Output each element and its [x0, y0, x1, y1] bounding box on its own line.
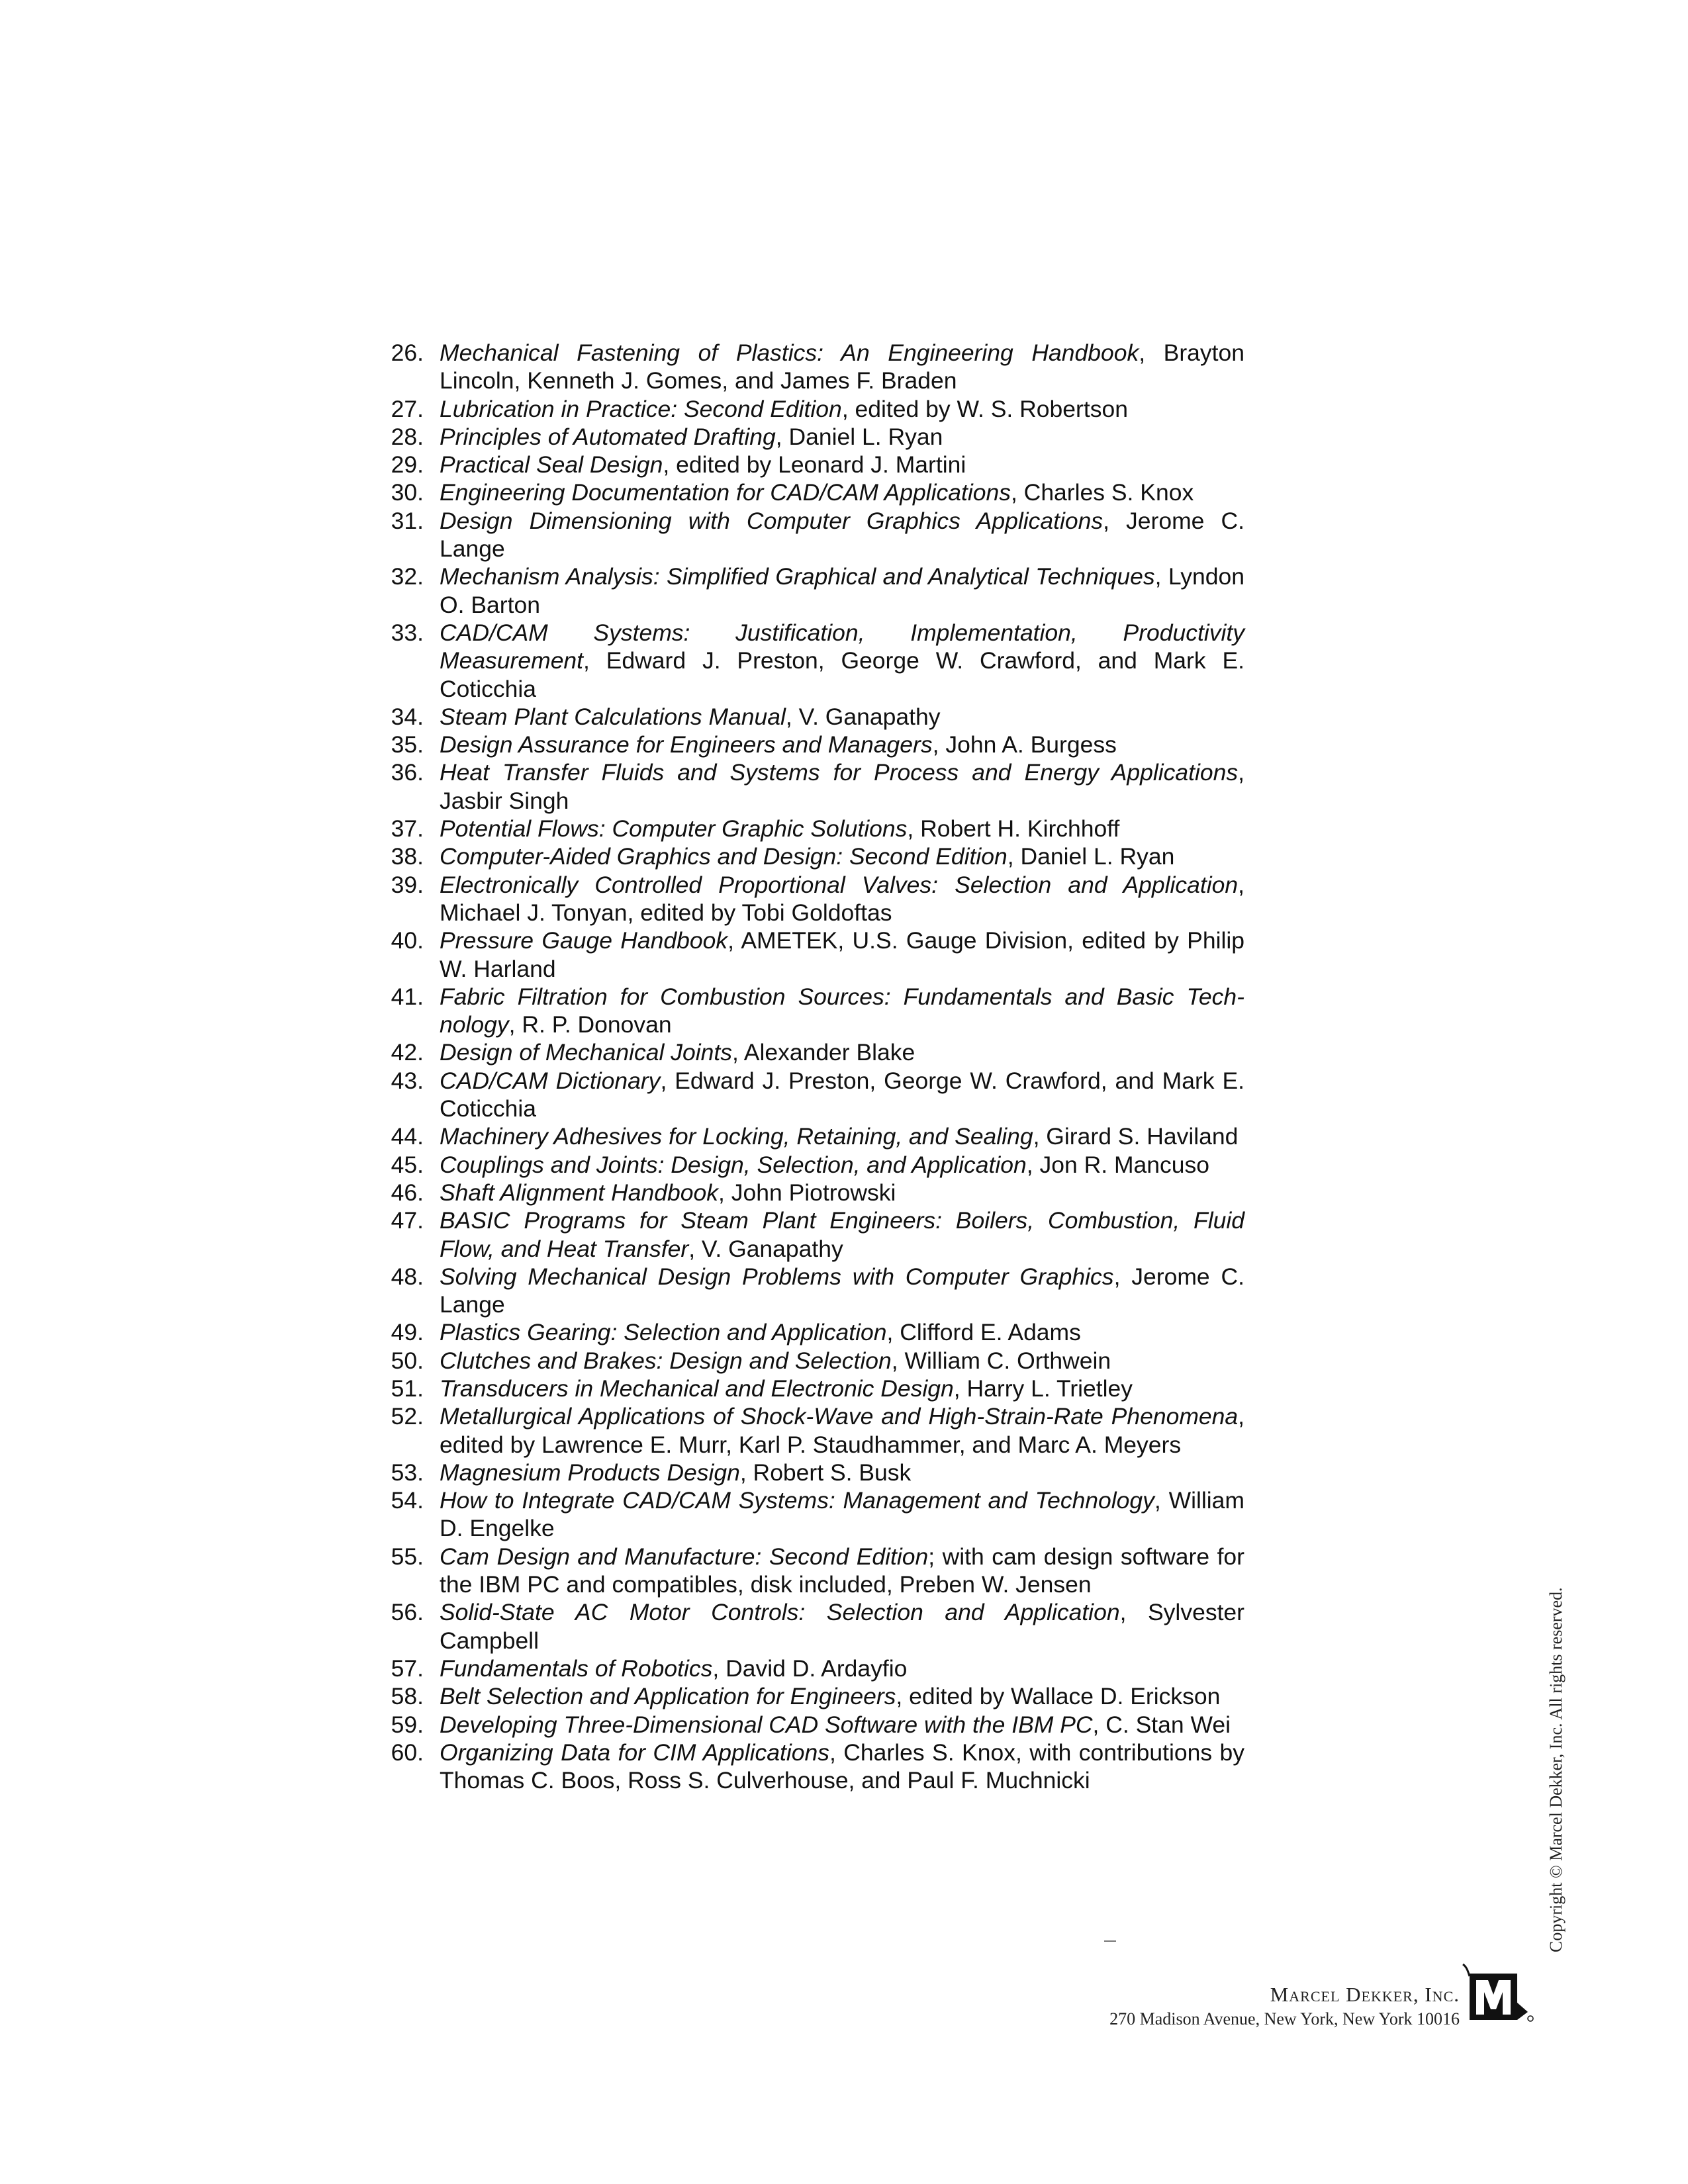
item-text — [440, 507, 1244, 563]
book-credits: , William C. Orthwein — [891, 1347, 1111, 1374]
item-number: 33. — [391, 619, 424, 646]
book-credits: , Jerome C. Lange — [440, 1263, 1244, 1318]
list-item — [371, 871, 1244, 927]
list-item — [371, 1179, 1244, 1206]
item-text — [440, 1318, 1244, 1346]
book-title: Organizing Data for CIM Applications — [440, 1739, 829, 1766]
list-item — [371, 478, 1244, 506]
list-item — [371, 1402, 1244, 1459]
item-number: 54. — [391, 1487, 424, 1514]
item-number: 52. — [391, 1403, 424, 1430]
book-title: Couplings and Joints: Design, Selection, and Application — [440, 1151, 1027, 1178]
book-title: Plastics Gearing: Selection and Application — [440, 1319, 887, 1346]
list-item — [371, 1263, 1244, 1319]
book-title: Design of Mechanical Joints — [440, 1039, 732, 1066]
list-item — [371, 1543, 1244, 1599]
item-text — [440, 1206, 1244, 1263]
list-item — [371, 815, 1244, 842]
book-credits: , C. Stan Wei — [1092, 1711, 1231, 1738]
book-credits: , John A. Burgess — [932, 731, 1117, 758]
book-title: Steam Plant Calculations Manual — [440, 703, 786, 730]
list-item — [371, 731, 1244, 758]
book-credits: , Robert S. Busk — [739, 1459, 912, 1486]
item-number: 30. — [391, 479, 424, 506]
item-number: 38. — [391, 843, 424, 870]
item-text — [440, 1598, 1244, 1655]
list-item — [371, 507, 1244, 563]
item-number: 32. — [391, 563, 424, 590]
item-text — [440, 1151, 1244, 1179]
book-credits: , Jon R. Mancuso — [1026, 1151, 1209, 1178]
item-text — [440, 1739, 1244, 1795]
list-item — [371, 339, 1244, 395]
list-item — [371, 703, 1244, 731]
book-credits: , Robert H. Kirchhoff — [907, 815, 1120, 842]
item-text — [440, 1179, 1244, 1206]
item-text — [440, 395, 1244, 423]
book-credits: , Daniel L. Ryan — [775, 423, 943, 450]
book-title: Practical Seal Design — [440, 451, 663, 478]
book-credits: , Alexander Blake — [732, 1039, 915, 1066]
book-credits: , edited by Wallace D. Erickson — [896, 1683, 1221, 1710]
book-title: Engineering Documentation for CAD/CAM Applications — [440, 479, 1011, 506]
list-item — [371, 1122, 1244, 1150]
book-credits: , David D. Ardayfio — [712, 1655, 908, 1682]
book-credits: , V. Ganapathy — [688, 1235, 843, 1262]
book-credits: , Edward J. Preston, George W. Crawford, and Mark E. Coticchia — [440, 1067, 1244, 1122]
item-number: 40. — [391, 927, 424, 954]
book-title: Metallurgical Applications of Shock-Wave and High-Strain-Rate Phenomena — [440, 1403, 1239, 1430]
list-item — [371, 1682, 1244, 1710]
item-text — [440, 1459, 1244, 1486]
item-number: 44. — [391, 1123, 424, 1150]
item-text — [440, 1067, 1244, 1123]
book-title: Cam Design and Manufacture: Second Edition — [440, 1543, 929, 1570]
copyright-notice: Copyright © Marcel Dekker, Inc. All rights reserved. — [1546, 1587, 1566, 1952]
list-item — [371, 1711, 1244, 1739]
item-number: 35. — [391, 731, 424, 758]
book-title: Computer-Aided Graphics and Design: Second Edition — [440, 843, 1008, 870]
book-series-list — [371, 339, 1244, 1794]
book-title: BASIC Programs for Steam Plant Engineers: Boilers, Combustion, Fluid Flow, and Heat Transfer — [440, 1207, 1244, 1262]
item-text — [440, 731, 1244, 758]
publisher-logo-icon — [1462, 1963, 1534, 2024]
list-item — [371, 842, 1244, 870]
item-text — [440, 703, 1244, 731]
list-item — [371, 1318, 1244, 1346]
item-number: 47. — [391, 1207, 424, 1234]
item-text — [440, 1486, 1244, 1543]
book-title: CAD/CAM Systems: Justification, Implementation, Productivity Measurement — [440, 619, 1244, 674]
item-text — [440, 983, 1244, 1039]
item-text — [440, 1263, 1244, 1319]
book-title: Principles of Automated Drafting — [440, 423, 776, 450]
list-item — [371, 1375, 1244, 1402]
publisher-name: Marcel Dekker, Inc. — [1270, 1983, 1460, 2006]
item-number: 60. — [391, 1739, 424, 1766]
item-text — [440, 1402, 1244, 1459]
book-credits: , Jasbir Singh — [440, 759, 1244, 814]
item-text — [440, 815, 1244, 842]
book-title: Lubrication in Practice: Second Edition — [440, 395, 842, 422]
item-text — [440, 563, 1244, 619]
item-number: 50. — [391, 1347, 424, 1374]
book-title: Transducers in Mechanical and Electronic Design — [440, 1375, 954, 1402]
item-text — [440, 1347, 1244, 1375]
list-item — [371, 1486, 1244, 1543]
list-item — [371, 423, 1244, 451]
item-text — [440, 1655, 1244, 1682]
book-credits: , Lyndon O. Barton — [440, 563, 1244, 618]
item-number: 58. — [391, 1683, 424, 1710]
item-number: 43. — [391, 1067, 424, 1094]
book-title: Belt Selection and Application for Engineers — [440, 1683, 896, 1710]
list-item — [371, 1206, 1244, 1263]
list-item — [371, 1038, 1244, 1066]
list-item — [371, 451, 1244, 478]
book-credits: , edited by Lawrence E. Murr, Karl P. Staudhammer, and Marc A. Meyers — [440, 1403, 1244, 1458]
item-text — [440, 927, 1244, 983]
book-credits: , Sylvester Campbell — [440, 1599, 1244, 1654]
book-credits: , Michael J. Tonyan, edited by Tobi Goldoftas — [440, 871, 1244, 926]
book-title: Fabric Filtration for Combustion Sources: Fundamentals and Basic Technology — [440, 983, 1244, 1038]
list-item — [371, 1598, 1244, 1655]
book-credits: , edited by Leonard J. Martini — [663, 451, 966, 478]
divider — [1104, 1940, 1116, 1942]
book-title: Solid-State AC Motor Controls: Selection and Application — [440, 1599, 1120, 1626]
book-credits: , Girard S. Haviland — [1033, 1123, 1239, 1150]
list-item — [371, 1655, 1244, 1682]
book-title: Mechanical Fastening of Plastics: An Engineering Handbook — [440, 340, 1139, 366]
item-text — [440, 451, 1244, 478]
book-credits: , Brayton Lincoln, Kenneth J. Gomes, and James F. Braden — [440, 340, 1244, 394]
book-credits: , AMETEK, U.S. Gauge Division, edited by Philip W. Harland — [440, 927, 1244, 982]
item-text — [440, 478, 1244, 506]
item-number: 56. — [391, 1599, 424, 1626]
publisher-imprint — [1109, 1983, 1460, 2029]
list-item — [371, 1067, 1244, 1123]
book-title: Developing Three-Dimensional CAD Software with the IBM PC — [440, 1711, 1093, 1738]
book-title: Clutches and Brakes: Design and Selection — [440, 1347, 892, 1374]
item-number: 51. — [391, 1375, 424, 1402]
list-item — [371, 1459, 1244, 1486]
book-credits: , Clifford E. Adams — [886, 1319, 1081, 1346]
book-credits: , edited by W. S. Robertson — [841, 395, 1128, 422]
book-credits: , Charles S. Knox, with contributions by Thomas C. Boos, Ross S. Culverhouse, and Paul F. Muchnicki — [440, 1739, 1245, 1794]
book-title: CAD/CAM Dictionary — [440, 1067, 661, 1094]
item-number: 37. — [391, 815, 424, 842]
book-credits: , William D. Engelke — [440, 1487, 1244, 1542]
item-number: 34. — [391, 703, 424, 730]
book-title: Solving Mechanical Design Problems with Computer Graphics — [440, 1263, 1114, 1290]
item-text — [440, 842, 1244, 870]
item-number: 55. — [391, 1543, 424, 1570]
item-number: 49. — [391, 1319, 424, 1346]
item-text — [440, 423, 1244, 451]
book-title: Machinery Adhesives for Locking, Retaining, and Sealing — [440, 1123, 1033, 1150]
book-credits: , Edward J. Preston, George W. Crawford, and Mark E. Coticchia — [440, 647, 1244, 702]
book-title: Fundamentals of Robotics — [440, 1655, 713, 1682]
item-text — [440, 758, 1244, 815]
item-number: 45. — [391, 1151, 424, 1178]
item-number: 39. — [391, 871, 424, 898]
item-number: 27. — [391, 395, 424, 422]
book-title: Shaft Alignment Handbook — [440, 1179, 719, 1206]
item-text — [440, 1711, 1244, 1739]
list-item — [371, 563, 1244, 619]
book-credits: , V. Ganapathy — [785, 703, 941, 730]
item-text — [440, 339, 1244, 395]
list-item — [371, 619, 1244, 703]
book-title: Mechanism Analysis: Simplified Graphical and Analytical Techniques — [440, 563, 1155, 590]
book-credits: , Jerome C. Lange — [440, 507, 1244, 563]
list-item — [371, 395, 1244, 423]
book-title: Pressure Gauge Handbook — [440, 927, 728, 954]
list-item — [371, 758, 1244, 815]
book-credits: , Charles S. Knox — [1010, 479, 1194, 506]
book-title: Potential Flows: Computer Graphic Solutions — [440, 815, 908, 842]
list-item — [371, 1347, 1244, 1375]
book-title: Design Assurance for Engineers and Managers — [440, 731, 933, 758]
book-title: Magnesium Products Design — [440, 1459, 740, 1486]
item-number: 28. — [391, 423, 424, 450]
item-number: 26. — [391, 340, 424, 366]
list-item — [371, 927, 1244, 983]
book-credits: , Daniel L. Ryan — [1007, 843, 1175, 870]
item-number: 42. — [391, 1039, 424, 1066]
item-number: 31. — [391, 507, 424, 534]
item-number: 29. — [391, 451, 424, 478]
item-number: 46. — [391, 1179, 424, 1206]
publisher-address: 270 Madison Avenue, New York, New York 10016 — [1109, 2009, 1460, 2028]
book-credits: , R. P. Donovan — [508, 1011, 672, 1038]
list-item — [371, 1739, 1244, 1795]
book-title: Heat Transfer Fluids and Systems for Process and Energy Applications — [440, 759, 1239, 786]
book-credits: , Harry L. Trietley — [953, 1375, 1133, 1402]
item-number: 57. — [391, 1655, 424, 1682]
list-item — [371, 1151, 1244, 1179]
item-text — [440, 1122, 1244, 1150]
item-number: 48. — [391, 1263, 424, 1290]
item-text — [440, 871, 1244, 927]
list-item — [371, 983, 1244, 1039]
item-text — [440, 1038, 1244, 1066]
item-text — [440, 1682, 1244, 1710]
item-number: 41. — [391, 983, 424, 1010]
book-title: How to Integrate CAD/CAM Systems: Management and Technology — [440, 1487, 1154, 1514]
book-credits: , John Piotrowski — [718, 1179, 896, 1206]
item-text — [440, 619, 1244, 703]
item-number: 36. — [391, 759, 424, 786]
item-number: 53. — [391, 1459, 424, 1486]
book-credits: ; with cam design software for the IBM PC and compatibles, disk included, Preben W. Jensen — [440, 1543, 1244, 1598]
book-title: Design Dimensioning with Computer Graphics Applications — [440, 507, 1103, 534]
item-text — [440, 1543, 1244, 1599]
book-title: Electronically Controlled Proportional Valves: Selection and Application — [440, 871, 1239, 898]
item-text — [440, 1375, 1244, 1402]
item-number: 59. — [391, 1711, 424, 1738]
